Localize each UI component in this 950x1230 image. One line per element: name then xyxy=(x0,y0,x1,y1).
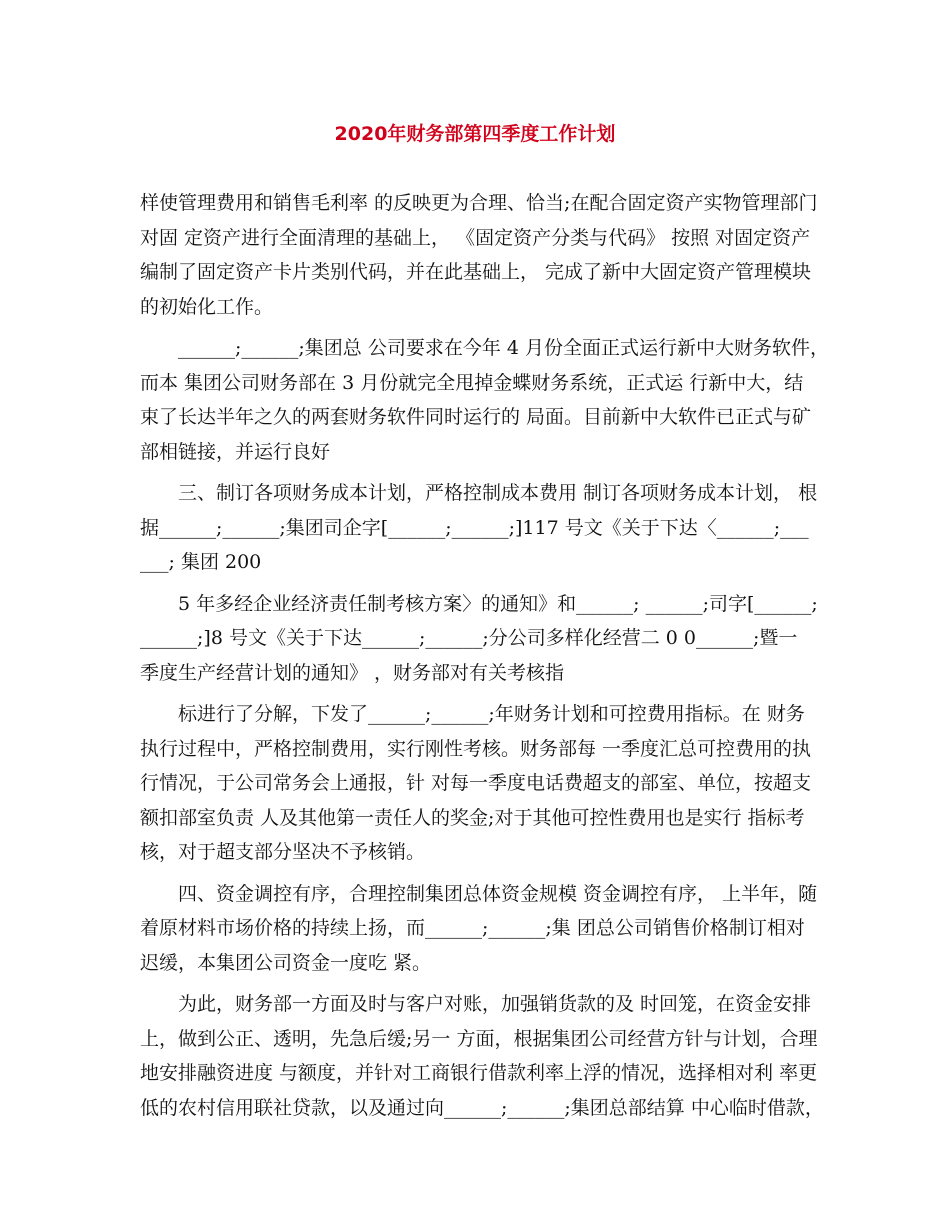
text-line: ______;]8 号文《关于下达______;______;分公司多样化经营二 0 0______;暨一 xyxy=(140,627,798,649)
paragraph-3 xyxy=(140,476,830,580)
text-line: 据______;______;集团司企字[______;______;]117 号文《关于下达〈______;___ xyxy=(140,516,809,539)
text-line: 行情况，于公司常务会上通报，针 对每一季度电话费超支的部室、单位，按超支 xyxy=(140,772,812,794)
text-line: 5 年多经企业经济责任制考核方案〉的通知》和______; ______;司字[______; xyxy=(178,592,818,615)
paragraph-1 xyxy=(140,186,830,324)
text-line: 额扣部室负责 人及其他第一责任人的奖金;对于其他可控性费用也是实行 指标考 xyxy=(140,806,805,829)
text-line: 执行过程中，严格控制费用，实行刚性考核。财务部每 一季度汇总可控费用的执 xyxy=(140,737,812,760)
text-line: 三、制订各项财务成本计划，严格控制成本费用 制订各项财务成本计划， 根 xyxy=(178,482,818,504)
text-line: 对固 定资产进行全面清理的基础上， 《固定资产分类与代码》 按照 对固定资产 xyxy=(140,226,811,249)
text-line: 部相链接，并运行良好 xyxy=(140,440,331,463)
text-line: 迟缓，本集团公司资金一度吃 紧。 xyxy=(140,951,432,974)
text-line: 束了长达半年之久的两套财务软件同时运行的 局面。目前新中大软件已正式与矿 xyxy=(140,406,812,428)
text-line: 样使管理费用和销售毛利率 的反映更为合理、恰当;在配合固定资产实物管理部门 xyxy=(140,192,818,214)
text-line: 季度生产经营计划的通知》 ，财务部对有关考核指 xyxy=(140,661,565,684)
paragraph-2 xyxy=(140,331,830,469)
text-line: 标进行了分解，下发了______;______;年财务计划和可控费用指标。在 财务 xyxy=(178,703,805,725)
text-line: 低的农村信用联社贷款，以及通过向______;______;集团总部结算 中心临时借款， xyxy=(140,1096,824,1119)
text-line: 四、资金调控有序，合理控制集团总体资金规模 资金调控有序， 上半年，随 xyxy=(178,882,818,905)
text-line: 编制了固定资产卡片类别代码，并在此基础上， 完成了新中大固定资产管理模块 xyxy=(140,261,812,283)
document-body xyxy=(140,186,830,1132)
text-line: 的初始化工作。 xyxy=(140,295,274,318)
text-line: 而本 集团公司财务部在 3 月份就完全甩掉金蝶财务系统，正式运 行新中大，结 xyxy=(140,371,804,394)
paragraph-4 xyxy=(140,587,830,691)
paragraph-5 xyxy=(140,697,830,870)
text-line: 着原材料市场价格的持续上扬，而______;______;集 团总公司销售价格制订相对 xyxy=(140,917,805,939)
text-line: 为此，财务部一方面及时与客户对账，加强销货款的及 时回笼，在资金安排 xyxy=(178,993,812,1015)
document-title: 2020年财务部第四季度工作计划 xyxy=(334,123,616,145)
paragraph-6 xyxy=(140,877,830,981)
text-line: 核，对于超支部分坚决不予核销。 xyxy=(140,841,426,863)
text-line: 上，做到公正、透明，先急后缓;另一 方面，根据集团公司经营方针与计划，合理 xyxy=(140,1027,818,1050)
text-line: ___; 集团 200 xyxy=(140,551,262,573)
text-line: ______;______;集团总 公司要求在今年 4 月份全面正式运行新中大财务软件， xyxy=(178,337,830,359)
paragraph-7 xyxy=(140,987,830,1125)
text-line: 地安排融资进度 与额度，并针对工商银行借款利率上浮的情况，选择相对利 率更 xyxy=(140,1062,818,1084)
